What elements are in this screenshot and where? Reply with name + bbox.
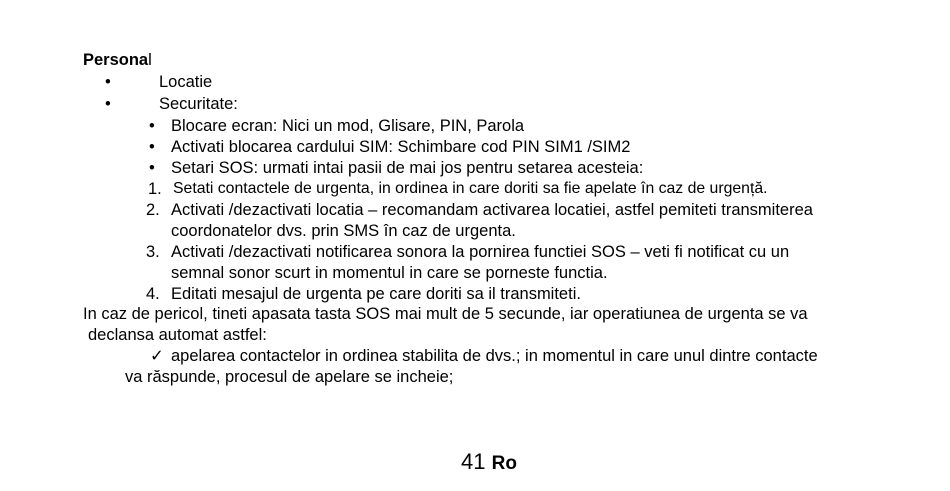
step-number: 2.	[146, 201, 160, 219]
bullet-marker: •	[149, 138, 155, 156]
bullet-marker: •	[149, 159, 155, 177]
step-number: 1.	[148, 180, 162, 198]
sub-bullet-item: Activati blocarea cardului SIM: Schimbare cod PIN SIM1 /SIM2	[171, 138, 631, 156]
check-item-text: apelarea contactelor in ordinea stabilita de dvs.; in momentul in care unul dintre contacte	[171, 347, 818, 365]
page-footer	[461, 448, 517, 478]
check-item-text: va răspunde, procesul de apelare se incheie;	[125, 368, 454, 386]
paragraph-line: declansa automat astfel:	[88, 326, 267, 344]
section-heading	[83, 50, 152, 70]
bullet-item-securitate: Securitate:	[159, 95, 238, 113]
page-number: 41	[461, 449, 486, 474]
bullet-marker: •	[149, 117, 155, 135]
heading-rest: l	[148, 51, 152, 69]
step-number: 4.	[146, 285, 160, 303]
checkmark-icon: ✓	[150, 347, 164, 365]
heading-bold: Persona	[83, 51, 149, 69]
step-text: coordonatelor dvs. prin SMS în caz de urgenta.	[171, 222, 516, 240]
paragraph-line: In caz de pericol, tineti apasata tasta SOS mai mult de 5 secunde, iar operatiunea de urgenta se va	[83, 305, 808, 323]
bullet-marker: •	[105, 73, 111, 91]
step-text: Activati /dezactivati locatia – recomandam activarea locatiei, astfel pemiteti transmiterea	[171, 201, 813, 219]
language-code: Ro	[491, 453, 517, 474]
step-text: Setati contactele de urgenta, in ordinea in care doriti sa fie apelate în caz de urgență.	[173, 180, 768, 197]
sub-bullet-item: Setari SOS: urmati intai pasii de mai jos pentru setarea acesteia:	[171, 159, 644, 177]
bullet-item-locatie: Locatie	[159, 73, 213, 91]
step-text: semnal sonor scurt in momentul in care se porneste functia.	[171, 264, 608, 282]
sub-bullet-item: Blocare ecran: Nici un mod, Glisare, PIN, Parola	[171, 117, 525, 135]
bullet-marker: •	[105, 95, 111, 113]
step-text: Activati /dezactivati notificarea sonora la pornirea functiei SOS – veti fi notificat cu un	[171, 243, 790, 261]
step-number: 3.	[146, 243, 160, 261]
step-text: Editati mesajul de urgenta pe care doriti sa il transmiteti.	[171, 285, 581, 303]
